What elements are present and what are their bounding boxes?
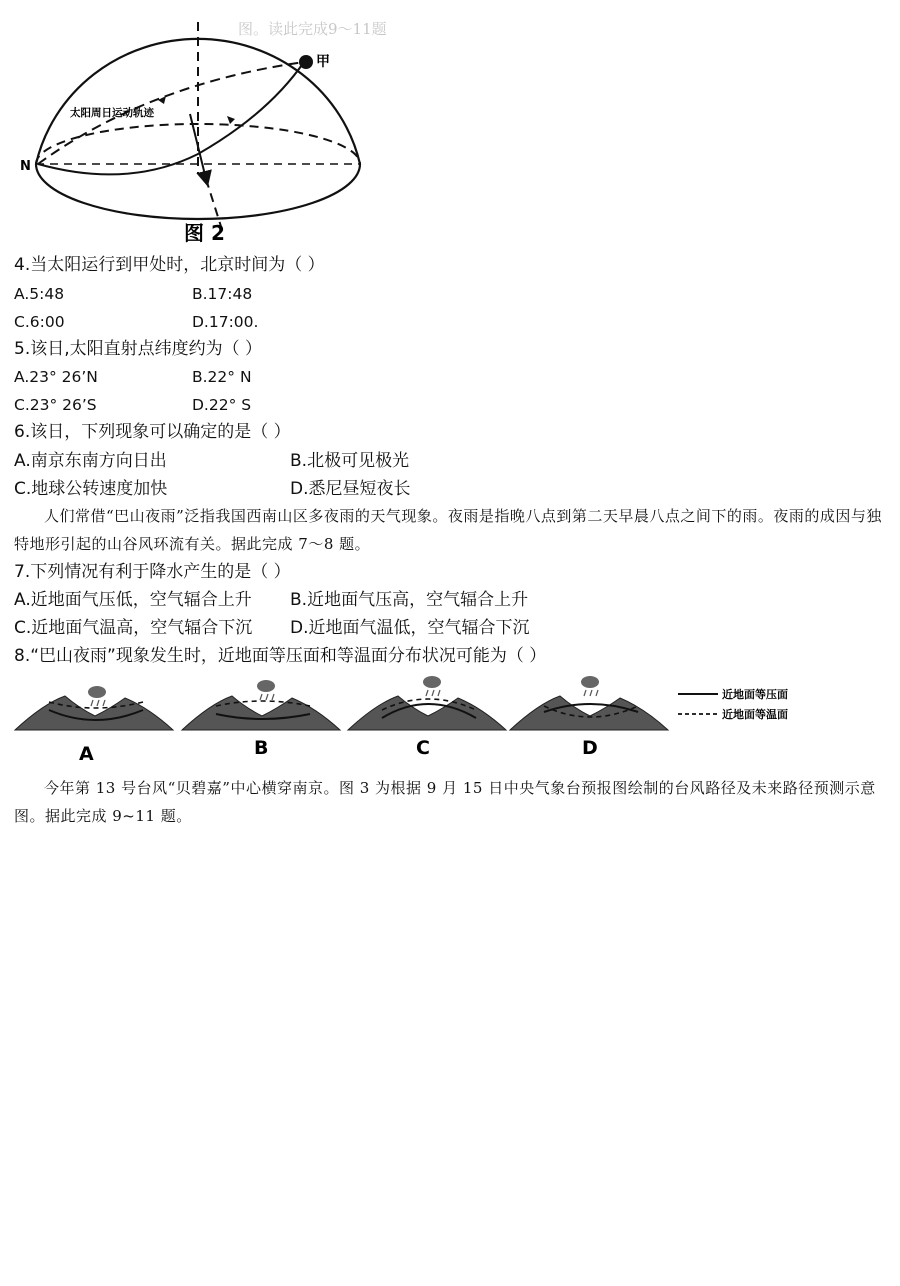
faded-header-text: 图。读此完成9～11题	[238, 20, 387, 38]
question-6-stem: 6.该日，下列现象可以确定的是（ ）	[14, 422, 291, 442]
q5-option-a: A.23° 26’N	[14, 368, 98, 386]
panel-label-d: D	[582, 737, 598, 759]
rain-cloud-icon	[257, 680, 275, 700]
panel-b	[182, 680, 340, 759]
q6-option-b: B.北极可见极光	[290, 451, 410, 471]
q4-option-c: C.6:00	[14, 313, 65, 331]
panel-a	[15, 686, 173, 765]
rain-cloud-icon	[88, 686, 106, 706]
panel-label-c: C	[416, 737, 430, 759]
q7-option-d: D.近地面气温低，空气辐合下沉	[290, 618, 530, 638]
figure-caption: 图 2	[184, 221, 225, 245]
panel-label-b: B	[254, 737, 269, 759]
panel-c	[348, 676, 506, 759]
figure-2-sun-path-diagram	[8, 4, 387, 250]
path-arrow-1	[158, 96, 166, 104]
question-5-stem: 5.该日,太阳直射点纬度约为（ ）	[14, 339, 263, 359]
q6-option-d: D.悉尼昼短夜长	[290, 479, 411, 499]
question-4-stem: 4.当太阳运行到甲处时，北京时间为（ ）	[14, 255, 325, 275]
q5-option-d: D.22° S	[192, 396, 252, 414]
passage-bashan-yeyu: 人们常借“巴山夜雨”泛指我国西南山区多夜雨的天气现象。夜雨是指晚八点到第二天早晨八点之间下的雨。夜雨的成因与独特地形引起的山谷风环流有关。据此完成 7～8 题。	[14, 507, 882, 553]
q4-option-d: D.17:00.	[192, 313, 259, 331]
question-8-diagram	[10, 668, 890, 768]
label-jia: 甲	[316, 54, 330, 70]
label-sun-track: 太阳周日运动轨迹	[70, 107, 154, 119]
question-7-stem: 7.下列情况有利于降水产生的是（ ）	[14, 562, 291, 582]
legend	[678, 687, 788, 721]
panel-d	[510, 676, 668, 759]
q7-option-c: C.近地面气温高，空气辐合下沉	[14, 618, 253, 638]
q7-option-a: A.近地面气压低，空气辐合上升	[14, 590, 252, 610]
q5-option-b: B.22° N	[192, 368, 252, 386]
q6-option-c: C.地球公转速度加快	[14, 479, 168, 499]
sun-icon	[299, 55, 313, 69]
q7-option-b: B.近地面气压高，空气辐合上升	[290, 590, 529, 610]
q5-option-c: C.23° 26’S	[14, 396, 97, 414]
rain-cloud-icon	[581, 676, 599, 696]
legend-solid-label: 近地面等压面	[722, 688, 788, 701]
q4-option-a: A.5:48	[14, 285, 65, 303]
legend-dashed-label: 近地面等温面	[722, 708, 788, 721]
question-8-stem: 8.“巴山夜雨”现象发生时，近地面等压面和等温面分布状况可能为（ ）	[14, 646, 547, 666]
rain-cloud-icon	[423, 676, 441, 696]
passage-typhoon: 今年第 13 号台风“贝碧嘉”中心横穿南京。图 3 为根据 9 月 15 日中央气象台预报图绘制的台风路径及未来路径预测示意图。据此完成 9~11 题。	[14, 779, 876, 825]
label-n: N	[20, 159, 31, 174]
path-arrow-2	[227, 116, 235, 124]
q6-option-a: A.南京东南方向日出	[14, 451, 167, 471]
panel-label-a: A	[79, 743, 94, 765]
q4-option-b: B.17:48	[192, 285, 253, 303]
